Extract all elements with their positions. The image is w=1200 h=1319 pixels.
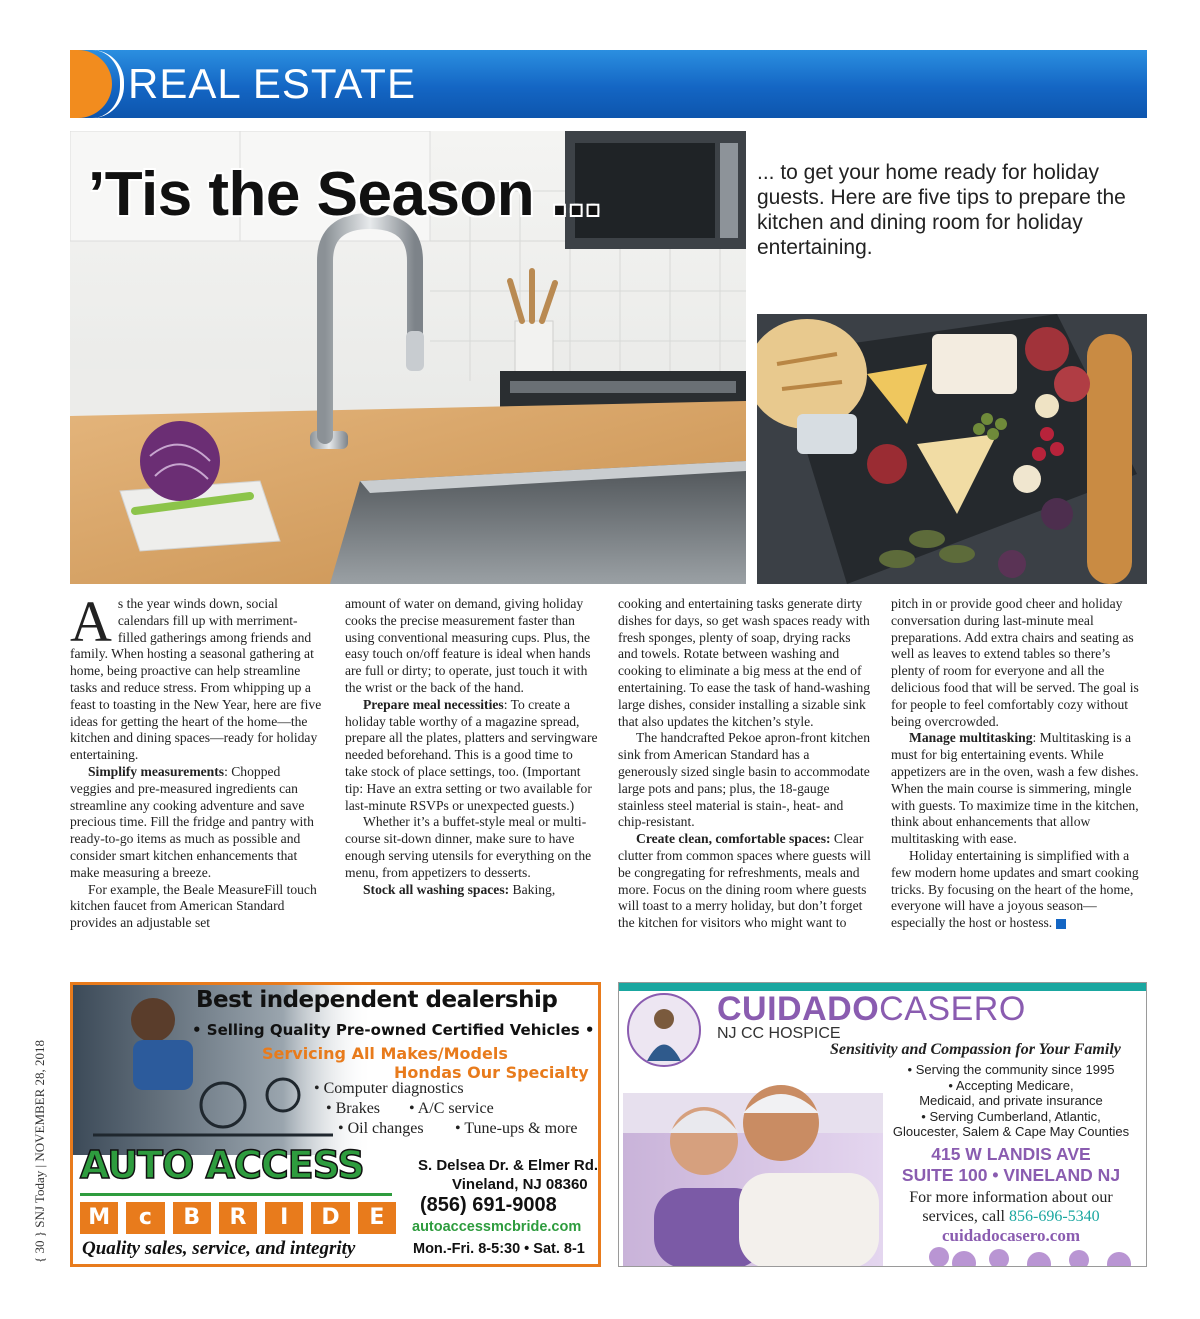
paragraph-text: : Multitasking is a must for big entertaining events. While appetizers are in the oven, wash a few dishes. When the main course is simmering, mingle with guests. To maximize time in the kitchen, think about enhancements that allow multitasking with ease. xyxy=(891,730,1139,847)
paragraph xyxy=(891,730,1144,848)
auto-ad-service-1: Servicing All Makes/Models xyxy=(262,1044,508,1063)
auto-ad-bullet-2: • Brakes xyxy=(326,1100,381,1117)
hospice-brand-part-1: CUIDADO xyxy=(717,990,880,1028)
paragraph-text: : To create a holiday table worthy of a magazine spread, prepare all the plates, platters and servingware needed beforehand. This is a good time to take stock of place settings, too. (Important tip: Have an extra setting or two available for last-minute RSVPs or unexpected guests.) xyxy=(345,696,598,813)
auto-ad-subhead: • Selling Quality Pre-owned Certified Vehicles • xyxy=(192,1021,595,1039)
folio-text xyxy=(32,1018,48,1263)
article-column-2 xyxy=(345,596,598,898)
section-title: REAL ESTATE xyxy=(128,60,416,107)
auto-ad-bullet-1: • Computer diagnostics xyxy=(314,1080,464,1097)
mcbride-letter: I xyxy=(265,1202,303,1234)
hospice-bullet: • Serving the community since 1995 xyxy=(907,1062,1115,1077)
end-mark-icon xyxy=(1056,919,1066,929)
paragraph: pitch in or provide good cheer and holiday conversation during last-minute meal preparations. Add extra chairs and seating as well as leaves to extend tables so there’s plenty of room for everyone and all the delicious food that will be served. The goal is for people to feel comfortably cozy without being overcrowded. xyxy=(891,596,1139,729)
folio-date: SNJ Today | NOVEMBER 28, 2018 xyxy=(32,1039,47,1228)
hospice-logo-text xyxy=(717,990,1026,1029)
auto-ad-bullet-4: • Oil changes xyxy=(338,1120,424,1137)
mcbride-logo xyxy=(80,1202,396,1234)
auto-access-logo: AUTO ACCESS xyxy=(80,1143,364,1187)
mcbride-letter: B xyxy=(173,1202,211,1234)
article-headline: ’Tis the Season ... xyxy=(88,160,602,229)
mcbride-letter: c xyxy=(126,1202,164,1234)
paragraph xyxy=(345,882,598,899)
page-folio xyxy=(32,1018,62,1263)
auto-ad-address-2: Vineland, NJ 08360 xyxy=(452,1176,588,1193)
article-column-4 xyxy=(891,596,1144,932)
hospice-address-2: SUITE 100 • VINELAND NJ xyxy=(901,1165,1121,1185)
article-column-3 xyxy=(618,596,871,932)
hospice-bullet: Gloucester, Salem & Cape May Counties xyxy=(892,1124,1130,1139)
paragraph xyxy=(891,848,1144,932)
paragraph: Whether it’s a buffet-style meal or multi-course sit-down dinner, make sure to have enough serving utensils for everything on the menu, from appetizers to desserts. xyxy=(345,814,592,880)
hospice-info-1: For more information about our xyxy=(909,1189,1113,1206)
auto-access-logo-rule xyxy=(80,1193,392,1196)
auto-ad-bullet-3: • A/C service xyxy=(409,1100,494,1117)
hospice-bullets xyxy=(880,1062,1142,1140)
paragraph: amount of water on demand, giving holiday cooks the precise measurement faster than using conventional measuring cups. Plus, the easy touch on/off feature is ideal when hands are full or dirty; to operate, just touch it with the wrist or the back of the hand. xyxy=(345,596,591,695)
subhead-simplify: Simplify measurements xyxy=(88,763,225,779)
hospice-address-1: 415 W LANDIS AVE xyxy=(931,1144,1091,1164)
drop-cap: A xyxy=(70,589,112,654)
page-number: { 30 } xyxy=(32,1231,47,1263)
hospice-brand-part-2: CASERO xyxy=(879,990,1026,1028)
food-platter-illustration xyxy=(757,314,1147,584)
mcbride-letter: R xyxy=(219,1202,257,1234)
paragraph: The handcrafted Pekoe apron-front kitchen sink from American Standard has a generously sized single basin to accommodate large pots and pans; plus, the 18-gauge stainless steel material is stain-, heat- and chip-resistant. xyxy=(618,730,871,830)
auto-ad-address-1: S. Delsea Dr. & Elmer Rd. xyxy=(418,1157,599,1174)
hospice-tagline: Sensitivity and Compassion for Your Family xyxy=(830,1041,1121,1058)
article-column-1 xyxy=(70,589,323,932)
auto-ad-bullet-5: • Tune-ups & more xyxy=(455,1120,578,1137)
auto-ad-service-2: Hondas Our Specialty xyxy=(394,1063,589,1082)
paragraph-text: Baking, xyxy=(509,881,556,897)
article-deck: ... to get your home ready for holiday guests. Here are five tips to prepare the kitchen and dining room for holiday entertaining. xyxy=(757,161,1126,259)
intro-text: s the year winds down, social calendars fill up with merriment-filled gatherings among friends and family. When hosting a seasonal gathering at home, being proactive can help streamline tasks and reduce stress. From whipping up a feast to toasting in the New Year, here are five ideas for getting the heart of the home—the kitchen and dining spaces—ready for holiday entertaining. xyxy=(70,596,322,763)
hospice-bullet: • Serving Cumberland, Atlantic, xyxy=(921,1108,1101,1124)
auto-ad-hours: Mon.-Fri. 8-5:30 • Sat. 8-1 xyxy=(413,1241,585,1257)
paragraph xyxy=(618,831,871,932)
paragraph-text: : Chopped veggies and pre-measured ingredients can streamline any cooking adventure and save precious time. Fill the fridge and pantry with ready-to-go items as much as possible and consider smart kitchen enhancements that make measuring a breeze. xyxy=(70,763,314,880)
auto-ad-tagline: Quality sales, service, and integrity xyxy=(82,1238,356,1259)
hospice-phone[interactable]: 856-696-5340 xyxy=(1008,1208,1100,1225)
intro-paragraph xyxy=(70,589,323,764)
auto-ad-headline: Best independent dealership xyxy=(196,987,558,1013)
hospice-bullet: Medicaid, and private insurance xyxy=(919,1093,1103,1108)
auto-ad-website[interactable]: autoaccessmcbride.com xyxy=(412,1219,582,1235)
paragraph xyxy=(345,697,598,815)
paragraph-text: Clear clutter from common spaces where guests will be congregating for refreshments, meals and more. Focus on the dining room where guests will toast to a merry holiday, but don’t forget the kitchen for visitors who might want to xyxy=(618,831,871,931)
mcbride-letter: M xyxy=(80,1202,118,1234)
mcbride-letter: D xyxy=(311,1202,349,1234)
hospice-info-text: services, call xyxy=(922,1208,1009,1225)
hospice-subbrand: NJ CC HOSPICE xyxy=(717,1025,841,1042)
hospice-info-2 xyxy=(880,1208,1142,1226)
subhead-manage: Manage multitasking xyxy=(909,730,1033,746)
paragraph xyxy=(70,764,323,882)
paragraph: For example, the Beale MeasureFill touch kitchen faucet from American Standard provides an adjustable set xyxy=(70,881,317,931)
paragraph: cooking and entertaining tasks generate dirty dishes for days, so get wash spaces ready with fresh sponges, plenty of soap, drying racks and towels. Rotate between washing and cooking to eliminate a big mess at the end of entertaining. To ease the task of hand-washing large dishes, consider installing a sizable sink that also updates the kitchen’s style. xyxy=(618,596,871,729)
auto-ad-phone[interactable]: (856) 691-9008 xyxy=(420,1194,557,1216)
paragraph-text: Holiday entertaining is simplified with a few modern home updates and smart cooking tricks. By focusing on the heart of the home, everyone will have a joyous season—especially the host or hostess. xyxy=(891,847,1139,931)
subhead-create: Create clean, comfortable spaces: xyxy=(636,831,831,847)
hospice-website[interactable]: cuidadocasero.com xyxy=(941,1226,1081,1245)
hospice-bullet: • Accepting Medicare, xyxy=(948,1077,1074,1093)
subhead-prepare: Prepare meal necessities xyxy=(363,696,504,712)
mcbride-letter: E xyxy=(358,1202,396,1234)
subhead-stock: Stock all washing spaces: xyxy=(363,881,510,897)
food-platter-photo xyxy=(757,314,1147,584)
